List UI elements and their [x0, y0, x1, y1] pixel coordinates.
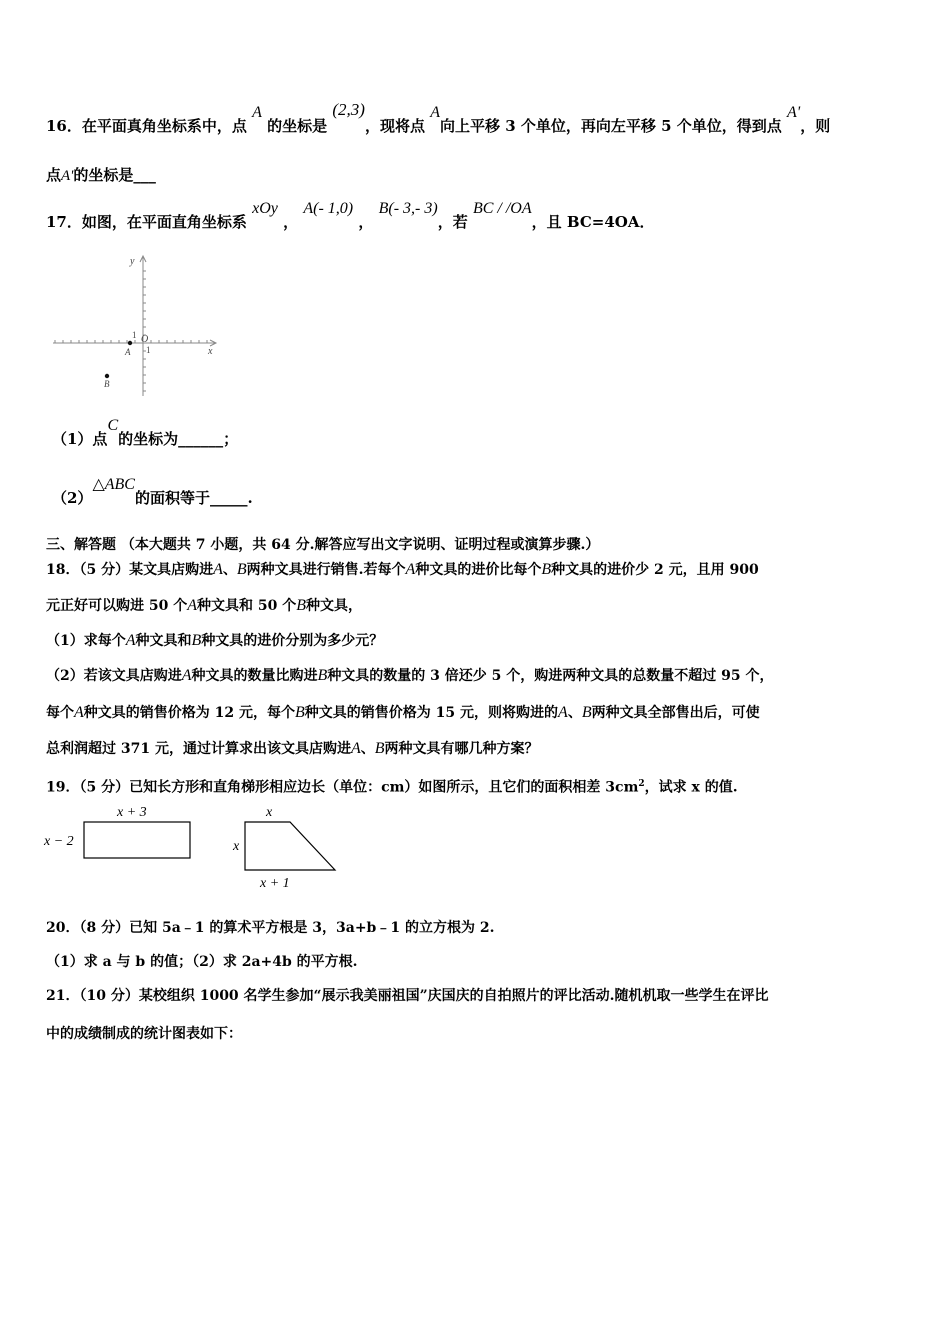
parallel-condition: BC / /OA — [472, 200, 532, 217]
q20-line2: （1）求 a 与 b 的值；（2）求 2a+4b 的平方根. — [46, 954, 358, 970]
q18-line1: 18．（5 分）某文具店购进A、B两种文具进行销售.若每个A种文具的进价比每个B种文具的进价少 2 元，且用 900 — [46, 561, 759, 578]
q16-number: 16． — [46, 117, 82, 135]
q21-line2: 中的成绩制成的统计图表如下： — [46, 1026, 242, 1042]
point-a-dot — [128, 341, 132, 345]
rect-left-label: x − 2 — [44, 834, 74, 849]
x-unit-label: 1 — [146, 345, 151, 355]
q17-line1: 17．如图，在平面直角坐标系 xOy ， A(- 1,0) ， B(- 3,- 3)，若 BC / /OA，且 BC=4OA． — [46, 200, 655, 231]
point-b-coord: B(- 3,- 3) — [378, 200, 438, 217]
point-a: A — [430, 104, 440, 121]
q16-line2: 点A'的坐标是___ — [46, 166, 156, 184]
point-b-dot — [105, 374, 109, 378]
q18-line2: 元正好可以购进 50 个A种文具和 50 个B种文具， — [46, 597, 363, 614]
triangle-abc: △ABC — [92, 476, 135, 493]
y-axis-label: y — [130, 256, 135, 267]
origin-label: O — [141, 334, 149, 345]
point-c: C — [107, 417, 119, 434]
coordinate-plane-figure — [50, 252, 220, 400]
q18-sub1: （1）求每个A种文具和B种文具的进价分别为多少元？ — [46, 632, 384, 649]
q18-sub2-line1: （2）若该文具店购进A种文具的数量比购进B种文具的数量的 3 倍还少 5 个，购进两种文具的总数量不超过 95 个， — [46, 667, 774, 684]
q19-line1: 19．（5 分）已知长方形和直角梯形相应边长（单位：cm）如图所示，且它们的面积相差 $3cm^2$，试求 x 的值. — [46, 779, 738, 796]
coordinate-a: (2,3) — [332, 100, 365, 119]
rectangle-shape — [84, 822, 190, 858]
y-unit-label: 1 — [132, 330, 137, 340]
q17-number: 17． — [46, 213, 82, 231]
section-3-heading: 三、解答题 （本大题共 7 小题，共 64 分.解答应写出文字说明、证明过程或演算步骤.） — [46, 537, 600, 553]
q20-line1: 20．（8 分）已知 5a﹣1 的算术平方根是 3，3a+b﹣1 的立方根为 2. — [46, 920, 495, 936]
trap-left-label: x — [233, 839, 240, 854]
trapezoid-shape — [245, 822, 335, 870]
point-b-label: B — [104, 379, 110, 389]
q17-sub2: （2）△ABC的面积等于_____. — [52, 476, 253, 507]
point-a: A — [252, 104, 262, 121]
rectangle-trapezoid-figure — [40, 800, 350, 892]
point-a-prime: A' — [61, 168, 74, 184]
q21-line1: 21．（10 分）某校组织 1000 名学生参加“展示我美丽祖国”庆国庆的自拍照片的评比活动.随机机取一些学生在评比 — [46, 988, 769, 1004]
x-axis-label: x — [208, 346, 213, 357]
point-a-prime: A' — [787, 104, 801, 121]
trap-top-label: x — [266, 805, 273, 820]
trap-bottom-label: x + 1 — [260, 876, 290, 891]
xoy-label: xOy — [252, 200, 278, 217]
q18-sub2-line2: 每个A种文具的销售价格为 12 元，每个B种文具的销售价格为 15 元，则将购进的A、B两种文具全部售出后，可使 — [46, 704, 760, 721]
point-a-coord: A(- 1,0) — [303, 200, 354, 217]
q18-sub2-line3: 总利润超过 371 元，通过计算求出该文具店购进A、B两种文具有哪几种方案？ — [46, 740, 539, 757]
q16-line1: 16．在平面真角坐标系中，点 A 的坐标是 (2,3)，现将点 A向上平移 3 个单位，再向左平移 5 个单位，得到点 A'，则 — [46, 100, 831, 135]
rect-top-label: x + 3 — [117, 805, 147, 820]
q17-sub1: （1）点C的坐标为______； — [52, 417, 239, 448]
point-a-label: A — [125, 347, 131, 357]
